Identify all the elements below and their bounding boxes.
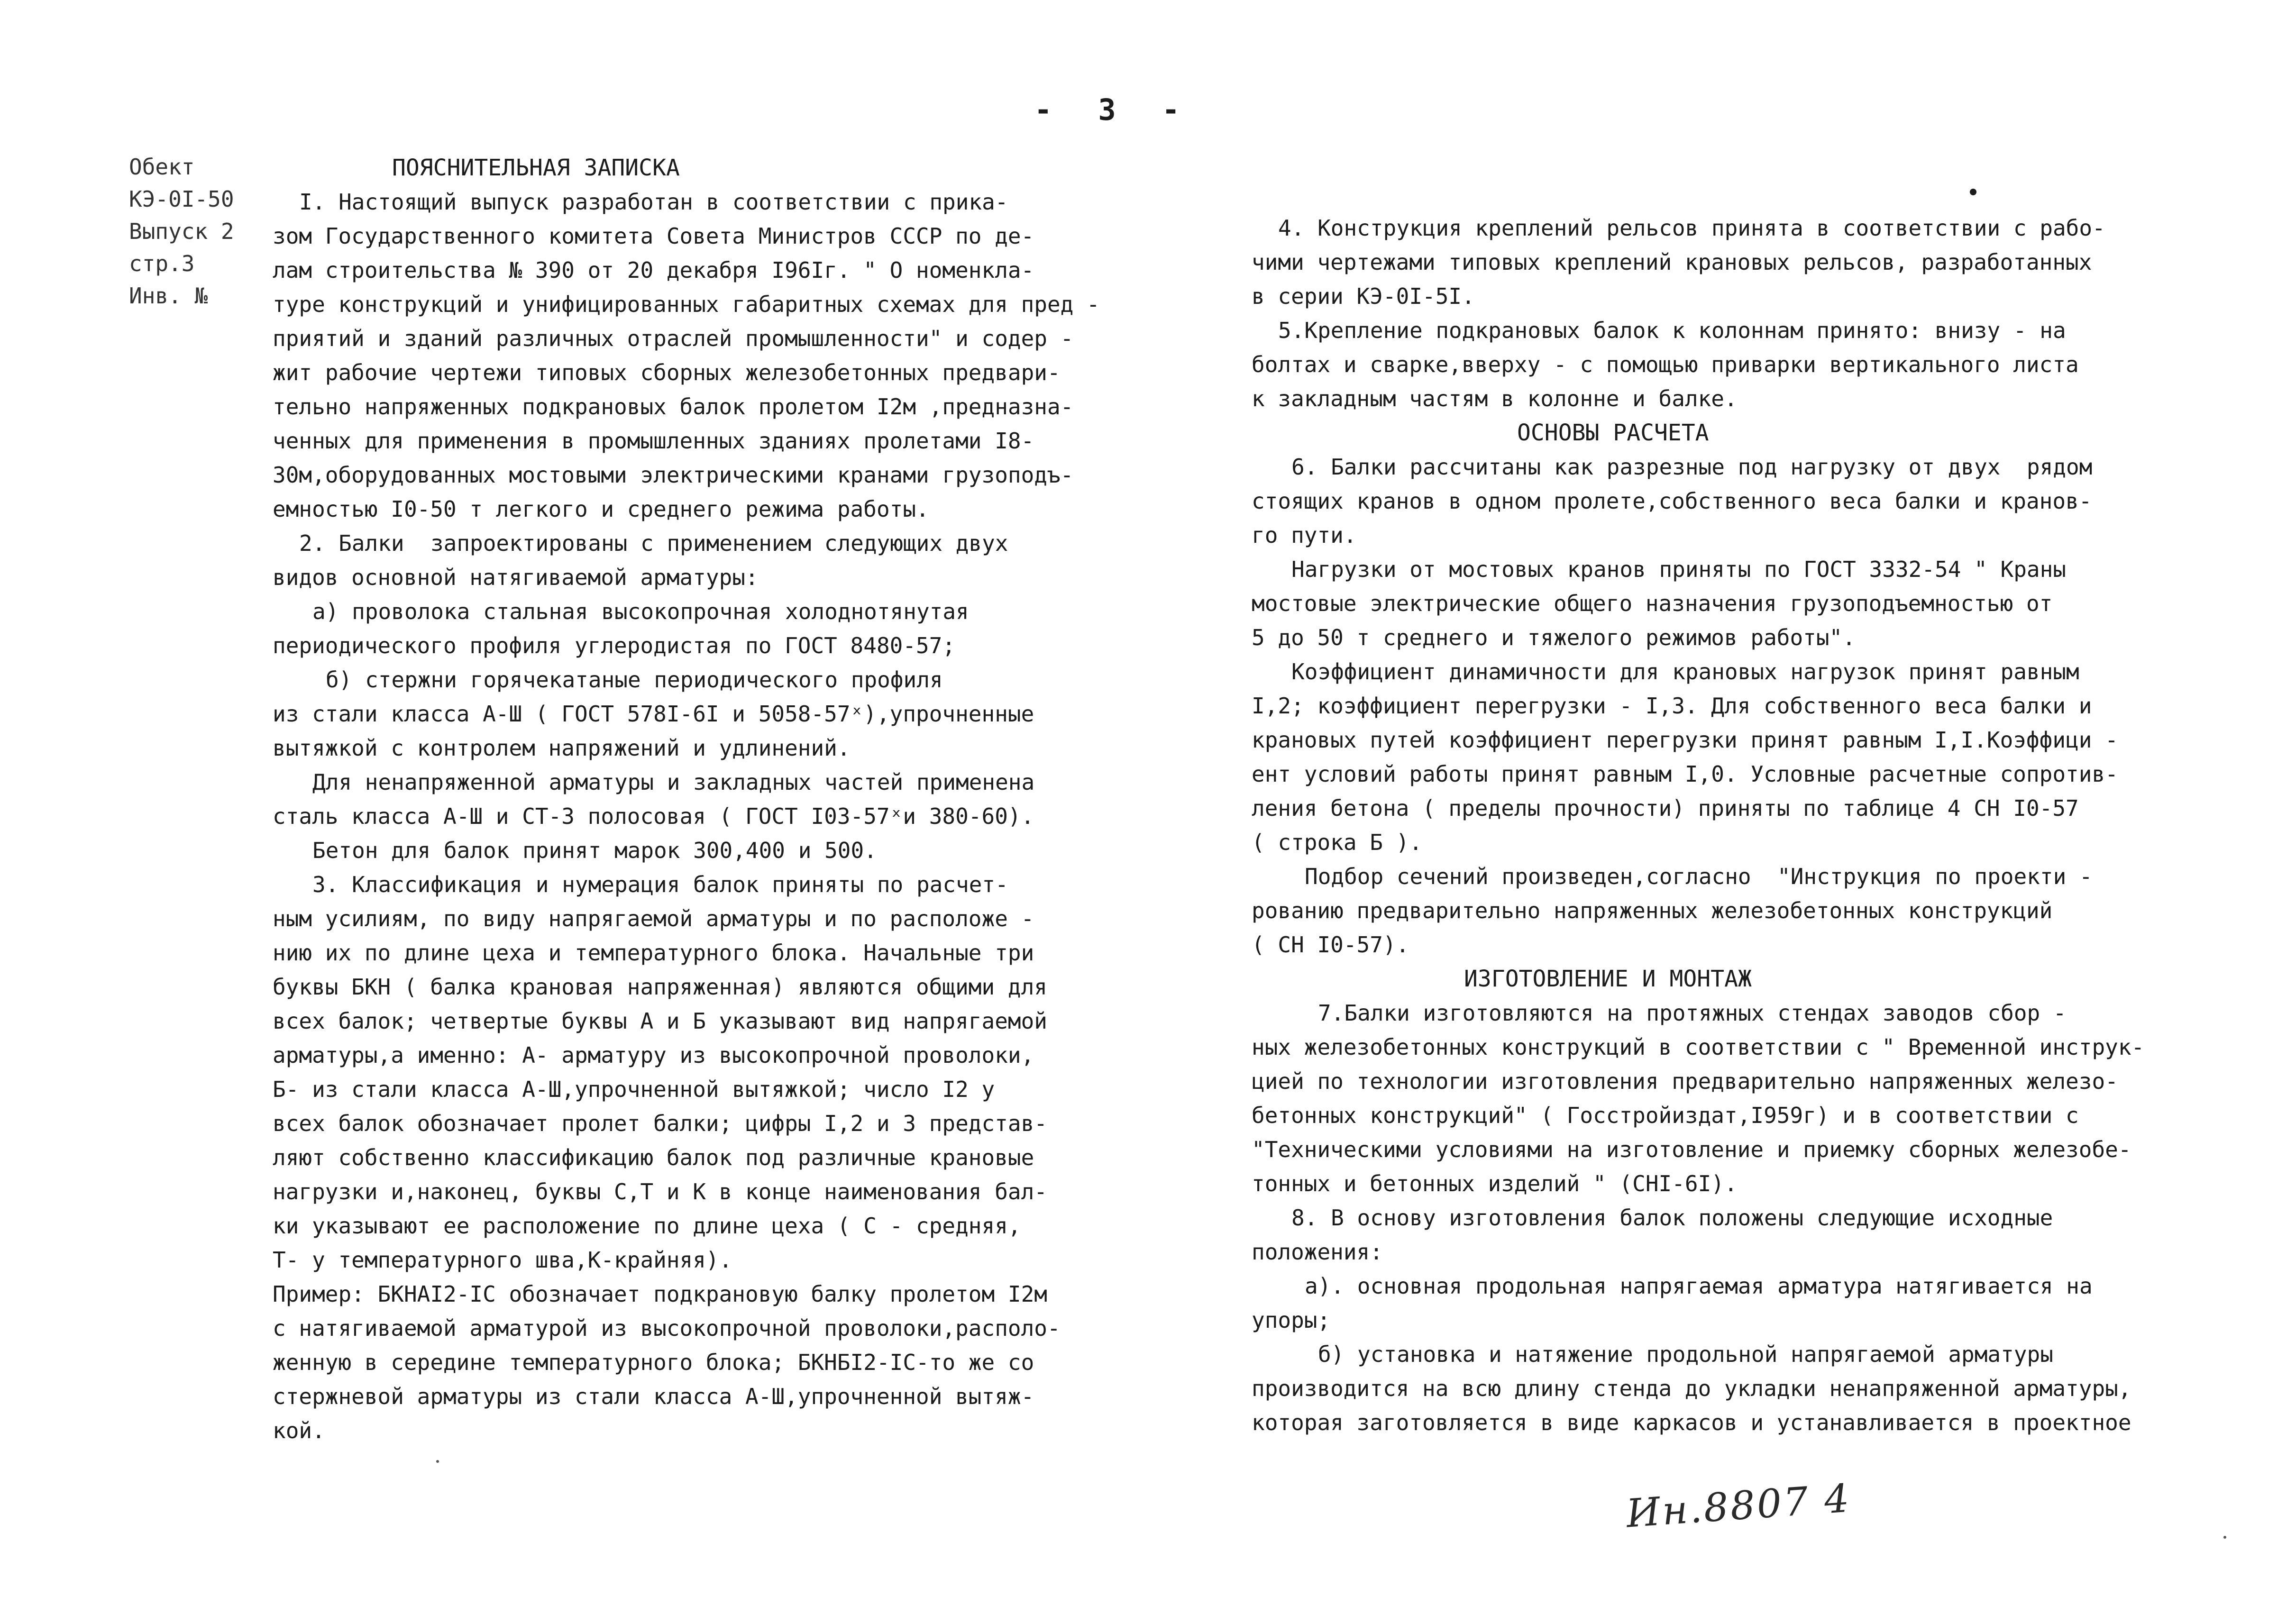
text-line: нию их по длине цеха и температурного блока. Начальные три bbox=[273, 940, 1034, 966]
text-line: 4. Конструкция креплений рельсов принята в соответствии с рабо- bbox=[1278, 215, 2105, 241]
text-line: которая заготовляется в виде каркасов и устанавливается в проектное bbox=[1252, 1410, 2131, 1435]
text-line: стоящих кранов в одном пролете,собственного веса балки и кранов- bbox=[1252, 488, 2092, 514]
text-line: в серии КЭ-0I-5I. bbox=[1252, 283, 1475, 309]
stamp-line: Обект bbox=[129, 154, 195, 180]
text-line: лам строительства № 390 от 20 декабря I96Iг. " О номенкла- bbox=[273, 257, 1034, 283]
text-line: нагрузки и,наконец, буквы С,Т и К в конце наименования бал- bbox=[273, 1179, 1047, 1204]
text-line: упоры; bbox=[1252, 1307, 1331, 1333]
text-line: рованию предварительно напряженных железобетонных конструкций bbox=[1252, 898, 2053, 923]
text-line: а). основная продольная напрягаемая арматура натягивается на bbox=[1305, 1273, 2093, 1299]
ink-speck bbox=[2223, 1536, 2226, 1539]
text-line: всех балок; четвертые буквы А и Б указывают вид напрягаемой bbox=[273, 1008, 1047, 1034]
text-line: 8. В основу изготовления балок положены следующие исходные bbox=[1291, 1205, 2053, 1231]
text-line: 5.Крепление подкрановых балок к колоннам принято: внизу - на bbox=[1278, 318, 2066, 343]
text-line: Пример: БКНАI2-IС обозначает подкрановую балку пролетом I2м bbox=[273, 1281, 1047, 1307]
text-line: "Техническими условиями на изготовление и приемку сборных железобе- bbox=[1252, 1137, 2131, 1162]
text-line: видов основной натягиваемой арматуры: bbox=[273, 565, 759, 590]
text-line: кой. bbox=[273, 1418, 325, 1443]
text-line: I,2; коэффициент перегрузки - I,3. Для собственного веса балки и bbox=[1252, 693, 2092, 719]
page-number: - 3 - bbox=[1034, 92, 1194, 127]
text-line: вытяжкой с контролем напряжений и удлинений. bbox=[273, 735, 851, 761]
stamp-line: Инв. № bbox=[129, 283, 208, 309]
stamp-line: КЭ-0I-50 bbox=[129, 186, 234, 212]
section-heading: ОСНОВЫ РАСЧЕТА bbox=[1517, 420, 1709, 446]
text-line: жит рабочие чертежи типовых сборных железобетонных предвари- bbox=[273, 360, 1061, 385]
text-line: женную в середине температурного блока; БКНБI2-IС-то же со bbox=[273, 1350, 1034, 1375]
ink-speck bbox=[436, 1460, 439, 1463]
text-line: Нагрузки от мостовых кранов приняты по ГОСТ 3332-54 " Краны bbox=[1291, 557, 2066, 582]
document-stamp bbox=[129, 151, 234, 312]
text-line: ления бетона ( пределы прочности) приняты по таблице 4 СН I0-57 bbox=[1252, 795, 2079, 821]
text-line: бетонных конструкций" ( Госстройиздат,I959г) и в соответствии с bbox=[1252, 1103, 2079, 1128]
text-line: болтах и сварке,вверху - с помощью приварки вертикального листа bbox=[1252, 352, 2079, 377]
text-line: ( СН I0-57). bbox=[1252, 932, 1409, 958]
text-line: 3. Классификация и нумерация балок приняты по расчет- bbox=[312, 872, 1008, 897]
ink-dot bbox=[1970, 189, 1976, 195]
text-line: емностью I0-50 т легкого и среднего режима работы. bbox=[273, 496, 929, 522]
text-line: периодического профиля углеродистая по ГОСТ 8480-57; bbox=[273, 633, 956, 658]
text-line: буквы БКН ( балка крановая напряженная) являются общими для bbox=[273, 974, 1047, 1000]
text-line: I. Настоящий выпуск разработан в соответствии с прика- bbox=[299, 189, 1008, 215]
text-line: тельно напряженных подкрановых балок пролетом I2м ,предназна- bbox=[273, 394, 1074, 420]
text-line: Бетон для балок принят марок 300,400 и 500. bbox=[312, 838, 877, 863]
text-line: Подбор сечений произведен,согласно "Инструкция по проекти - bbox=[1305, 864, 2093, 889]
text-line: Т- у температурного шва,К-крайняя). bbox=[273, 1247, 732, 1273]
text-line: 30м,оборудованных мостовыми электрическими кранами грузоподъ- bbox=[273, 462, 1074, 488]
text-line: б) установка и натяжение продольной напрягаемой арматуры bbox=[1318, 1341, 2053, 1367]
section-heading: ИЗГОТОВЛЕНИЕ И МОНТАЖ bbox=[1464, 966, 1752, 992]
text-line: к закладным частям в колонне и балке. bbox=[1252, 386, 1738, 411]
text-line: тонных и бетонных изделий " (СНI-6I). bbox=[1252, 1171, 1738, 1196]
text-line: ных железобетонных конструкций в соответствии с " Временной инструк- bbox=[1252, 1034, 2145, 1060]
text-line: го пути. bbox=[1252, 522, 1357, 548]
text-line: Б- из стали класса А-Ш,упрочненной вытяжкой; число I2 у bbox=[273, 1077, 995, 1102]
text-line: приятий и зданий различных отраслей промышленности" и содер - bbox=[273, 326, 1074, 351]
right-text-column bbox=[1252, 211, 2190, 1440]
text-line: 5 до 50 т среднего и тяжелого режимов работы". bbox=[1252, 625, 1856, 650]
text-line: 7.Балки изготовляются на протяжных стендах заводов сбор - bbox=[1318, 1000, 2067, 1026]
text-line: с натягиваемой арматурой из высокопрочной проволоки,располо- bbox=[273, 1315, 1061, 1341]
text-line: стержневой арматуры из стали класса А-Ш,упрочненной вытяж- bbox=[273, 1384, 1034, 1409]
text-line: ент условий работы принят равным I,0. Условные расчетные сопротив- bbox=[1252, 761, 2118, 787]
left-text-column bbox=[273, 151, 1169, 1448]
text-line: всех балок обозначает пролет балки; цифры I,2 и 3 представ- bbox=[273, 1111, 1047, 1136]
text-line: Коэффициент динамичности для крановых нагрузок принят равным bbox=[1291, 659, 2079, 684]
text-line: 2. Балки запроектированы с применением следующих двух bbox=[299, 530, 1008, 556]
text-line: производится на всю длину стенда до укладки ненапряженной арматуры, bbox=[1252, 1376, 2131, 1401]
text-line: цией по технологии изготовления предварительно напряженных железо- bbox=[1252, 1068, 2118, 1094]
text-line: зом Государственного комитета Совета Министров СССР по де- bbox=[273, 223, 1034, 249]
text-line: ченных для применения в промышленных зданиях пролетами I8- bbox=[273, 428, 1034, 454]
text-line: ляют собственно классификацию балок под различные крановые bbox=[273, 1145, 1034, 1170]
text-line: мостовые электрические общего назначения грузоподъемностью от bbox=[1252, 591, 2053, 616]
stamp-line: стр.3 bbox=[129, 251, 195, 276]
handwritten-inventory-note: Ин.8807 4 bbox=[1625, 1476, 1853, 1537]
section-heading: ПОЯСНИТЕЛЬНАЯ ЗАПИСКА bbox=[392, 155, 680, 181]
text-line: 6. Балки рассчитаны как разрезные под нагрузку от двух рядом bbox=[1291, 454, 2093, 480]
text-line: ( строка Б ). bbox=[1252, 830, 1423, 855]
text-line: крановых путей коэффициент перегрузки принят равным I,I.Коэффици - bbox=[1252, 727, 2118, 753]
text-line: ным усилиям, по виду напрягаемой арматуры и по расположе - bbox=[273, 906, 1034, 931]
text-line: положения: bbox=[1252, 1239, 1383, 1265]
text-line: арматуры,а именно: А- арматуру из высокопрочной проволоки, bbox=[273, 1042, 1034, 1068]
stamp-line: Выпуск 2 bbox=[129, 219, 234, 244]
text-line: ки указывают ее расположение по длине цеха ( С - средняя, bbox=[273, 1213, 1021, 1239]
text-line: б) стержни горячекатаные периодического профиля bbox=[326, 667, 943, 693]
text-line: из стали класса А-Ш ( ГОСТ 578I-6I и 5058-57ˣ),упрочненные bbox=[273, 701, 1034, 727]
text-line: туре конструкций и унифицированных габаритных схемах для пред - bbox=[273, 292, 1100, 317]
text-line: сталь класса А-Ш и СТ-3 полосовая ( ГОСТ I03-57ˣи 380-60). bbox=[273, 803, 1034, 829]
text-line: чими чертежами типовых креплений крановых рельсов, разработанных bbox=[1252, 249, 2092, 275]
text-line: Для ненапряженной арматуры и закладных частей применена bbox=[312, 769, 1035, 795]
text-line: а) проволока стальная высокопрочная холоднотянутая bbox=[312, 599, 969, 624]
